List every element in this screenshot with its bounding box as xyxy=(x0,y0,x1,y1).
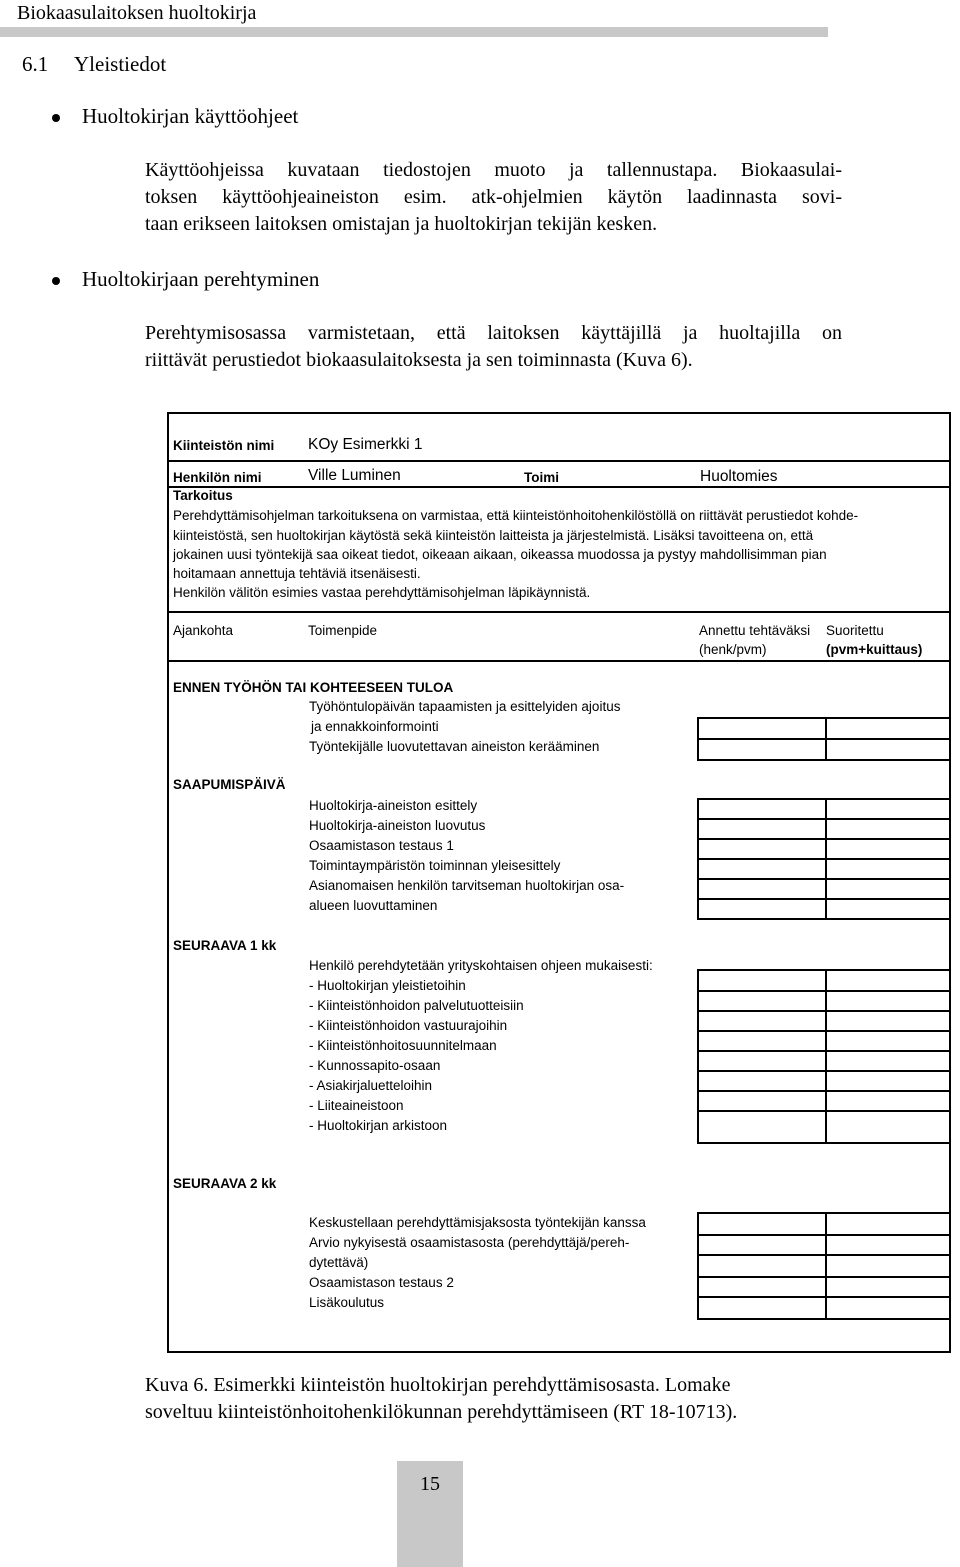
column-header-time: Ajankohta xyxy=(173,623,234,638)
phase-item: Keskustellaan perehdyttämisjaksosta työntekijän kanssa xyxy=(309,1215,646,1230)
phase-item: - Kiinteistönhoidon palvelutuotteisiin xyxy=(309,998,524,1013)
phase-item: Henkilö perehdytetään yrityskohtaisen ohjeen mukaisesti: xyxy=(309,958,653,973)
role-value: Huoltomies xyxy=(700,468,778,485)
orientation-form-figure xyxy=(167,412,951,1353)
form-rule xyxy=(169,611,951,613)
purpose-line: jokainen uusi työntekijä saa oikeat tiedot, oikeaan aikaan, oikeassa muodossa ja pystyy mahdollisimman pian xyxy=(173,547,827,562)
column-header-action: Toimenpide xyxy=(308,623,378,638)
phase-item: Huoltokirja-aineiston esittely xyxy=(309,798,478,813)
phase-title: SEURAAVA 2 kk xyxy=(173,1176,277,1191)
caption-line: soveltuu kiinteistönhoitohenkilökunnan perehdyttämiseen (RT 18-10713). xyxy=(145,1401,738,1423)
signoff-grid xyxy=(697,717,951,761)
signoff-grid xyxy=(697,1212,951,1320)
purpose-label: Tarkoitus xyxy=(173,488,233,503)
bullet-label: Huoltokirjaan perehtyminen xyxy=(82,267,320,291)
column-header-assigned-sub: (henk/pvm) xyxy=(699,642,767,657)
phase-item: Lisäkoulutus xyxy=(309,1295,385,1310)
page-number: 15 xyxy=(420,1473,440,1495)
person-name-value: Ville Luminen xyxy=(308,467,401,484)
phase-item: Osaamistason testaus 2 xyxy=(309,1275,454,1290)
phase-item: - Huoltokirjan arkistoon xyxy=(309,1118,448,1133)
phase-title: SAAPUMISPÄIVÄ xyxy=(173,777,286,792)
header-rule xyxy=(0,27,828,37)
phase-item: Huoltokirja-aineiston luovutus xyxy=(309,818,486,833)
caption-line: Kuva 6. Esimerkki kiinteistön huoltokirjan perehdyttämisosasta. Lomake xyxy=(145,1374,731,1396)
bullet-item xyxy=(52,104,652,132)
bullet-icon xyxy=(52,114,60,122)
paragraph-line: toksen käyttöohjeaineiston esim. atk-ohjelmien käytön laadinnasta sovi- xyxy=(145,186,842,208)
bullet-item xyxy=(52,267,652,295)
role-label: Toimi xyxy=(524,470,559,485)
column-header-done-sub: (pvm+kuittaus) xyxy=(826,642,923,657)
phase-item: Työntekijälle luovutettavan aineiston kerääminen xyxy=(309,739,600,754)
property-name-value: KOy Esimerkki 1 xyxy=(308,436,423,453)
section-number: 6.1 xyxy=(22,52,49,76)
phase-item: ja ennakkoinformointi xyxy=(311,719,439,734)
column-header-assigned: Annettu tehtäväksi xyxy=(699,623,811,638)
phase-item: - Asiakirjaluetteloihin xyxy=(309,1078,433,1093)
page-number-tab xyxy=(397,1461,463,1567)
phase-item: Osaamistason testaus 1 xyxy=(309,838,454,853)
bullet-icon xyxy=(52,277,60,285)
paragraph-line: riittävät perustiedot biokaasulaitoksesta ja sen toiminnasta (Kuva 6). xyxy=(145,349,693,371)
purpose-line: Henkilön välitön esimies vastaa perehdyttämisohjelman läpikäynnistä. xyxy=(173,585,591,600)
signoff-grid xyxy=(697,798,951,920)
phase-item: - Kiinteistönhoitosuunnitelmaan xyxy=(309,1038,497,1053)
paragraph xyxy=(145,320,842,374)
paragraph-line: Perehtymisosassa varmistetaan, että laitoksen käyttäjillä ja huoltajilla on xyxy=(145,322,842,344)
section-title: Yleistiedot xyxy=(74,52,167,76)
property-name-label: Kiinteistön nimi xyxy=(173,438,275,453)
phase-item: alueen luovuttaminen xyxy=(309,898,438,913)
phase-item: Arvio nykyisestä osaamistasosta (perehdyttäjä/pereh- xyxy=(309,1235,630,1250)
phase-item: - Kiinteistönhoidon vastuurajoihin xyxy=(309,1018,508,1033)
person-name-label: Henkilön nimi xyxy=(173,470,262,485)
section-heading xyxy=(22,52,166,77)
purpose-line: kiinteistöstä, sen huoltokirjan käytöstä sekä kiinteistön laitteista ja järjestelmistä. Lisäksi tavoitteena on, että xyxy=(173,528,814,543)
phase-item: - Liiteaineistoon xyxy=(309,1098,404,1113)
figure-caption xyxy=(145,1372,842,1426)
phase-item: dytettävä) xyxy=(309,1255,369,1270)
purpose-line: Perehdyttämisohjelman tarkoituksena on varmistaa, että kiinteistönhoitohenkilöstöllä on riittävät perustiedot kohde- xyxy=(173,508,859,523)
paragraph-line: Käyttöohjeissa kuvataan tiedostojen muoto ja tallennustapa. Biokaasulai- xyxy=(145,159,842,181)
phase-item: - Huoltokirjan yleistietoihin xyxy=(309,978,466,993)
phase-title: SEURAAVA 1 kk xyxy=(173,938,277,953)
paragraph xyxy=(145,157,842,238)
phase-item: Toimintaympäristön toiminnan yleisesittely xyxy=(309,858,561,873)
phase-item: Asianomaisen henkilön tarvitseman huoltokirjan osa- xyxy=(309,878,625,893)
form-rule xyxy=(169,486,951,488)
running-header: Biokaasulaitoksen huoltokirja xyxy=(17,2,257,24)
phase-item: - Kunnossapito-osaan xyxy=(309,1058,441,1073)
column-header-done: Suoritettu xyxy=(826,623,884,638)
form-rule xyxy=(169,460,951,462)
form-rule xyxy=(169,660,951,662)
bullet-label: Huoltokirjan käyttöohjeet xyxy=(82,104,299,128)
phase-item: Työhöntulopäivän tapaamisten ja esittelyiden ajoitus xyxy=(309,699,621,714)
phase-title: ENNEN TYÖHÖN TAI KOHTEESEEN TULOA xyxy=(173,680,454,695)
purpose-line: hoitamaan annettuja tehtäviä itsenäisesti. xyxy=(173,566,421,581)
paragraph-line: taan erikseen laitoksen omistajan ja huoltokirjan tekijän kesken. xyxy=(145,213,658,235)
signoff-grid xyxy=(697,969,951,1144)
